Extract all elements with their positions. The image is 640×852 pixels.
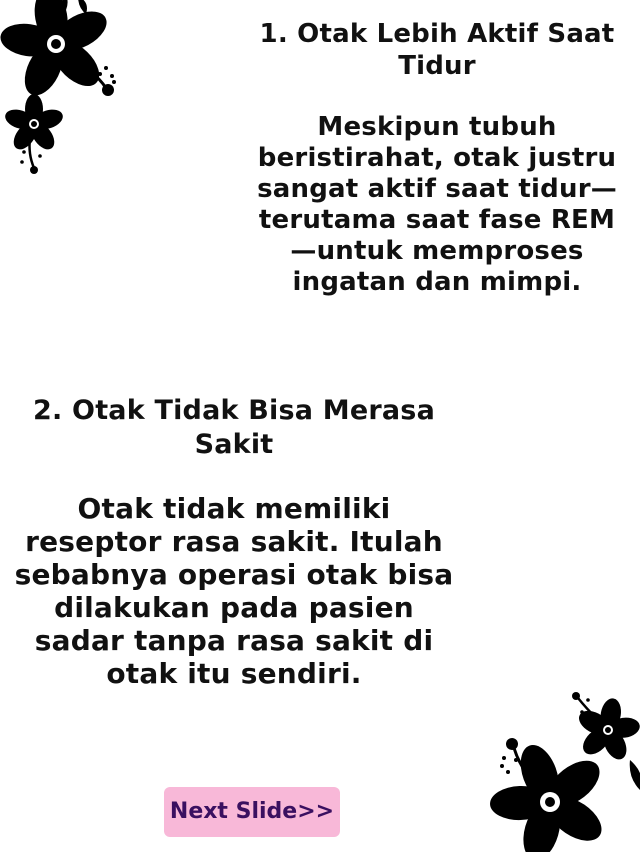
- fact-2-body: Otak tidak memiliki reseptor rasa sakit. Itulah sebabnya operasi otak bisa dilakukan pada pasien sadar tanpa rasa sakit di otak itu sendiri.: [14, 492, 454, 690]
- fact-1-title: 1. Otak Lebih Aktif Saat Tidur: [259, 19, 615, 81]
- fact-2-title: 2. Otak Tidak Bisa Merasa Sakit: [33, 395, 435, 460]
- next-slide-button[interactable]: Next Slide>>: [164, 787, 340, 837]
- hibiscus-flower-icon: [490, 690, 640, 852]
- hibiscus-flower-icon: [0, 0, 144, 182]
- fact-2-block: [6, 394, 462, 690]
- fact-1-block: [248, 18, 626, 298]
- fact-1-body: Meskipun tubuh beristirahat, otak justru sangat aktif saat tidur—terutama saat fase REM—untuk memproses ingatan dan mimpi.: [257, 112, 617, 297]
